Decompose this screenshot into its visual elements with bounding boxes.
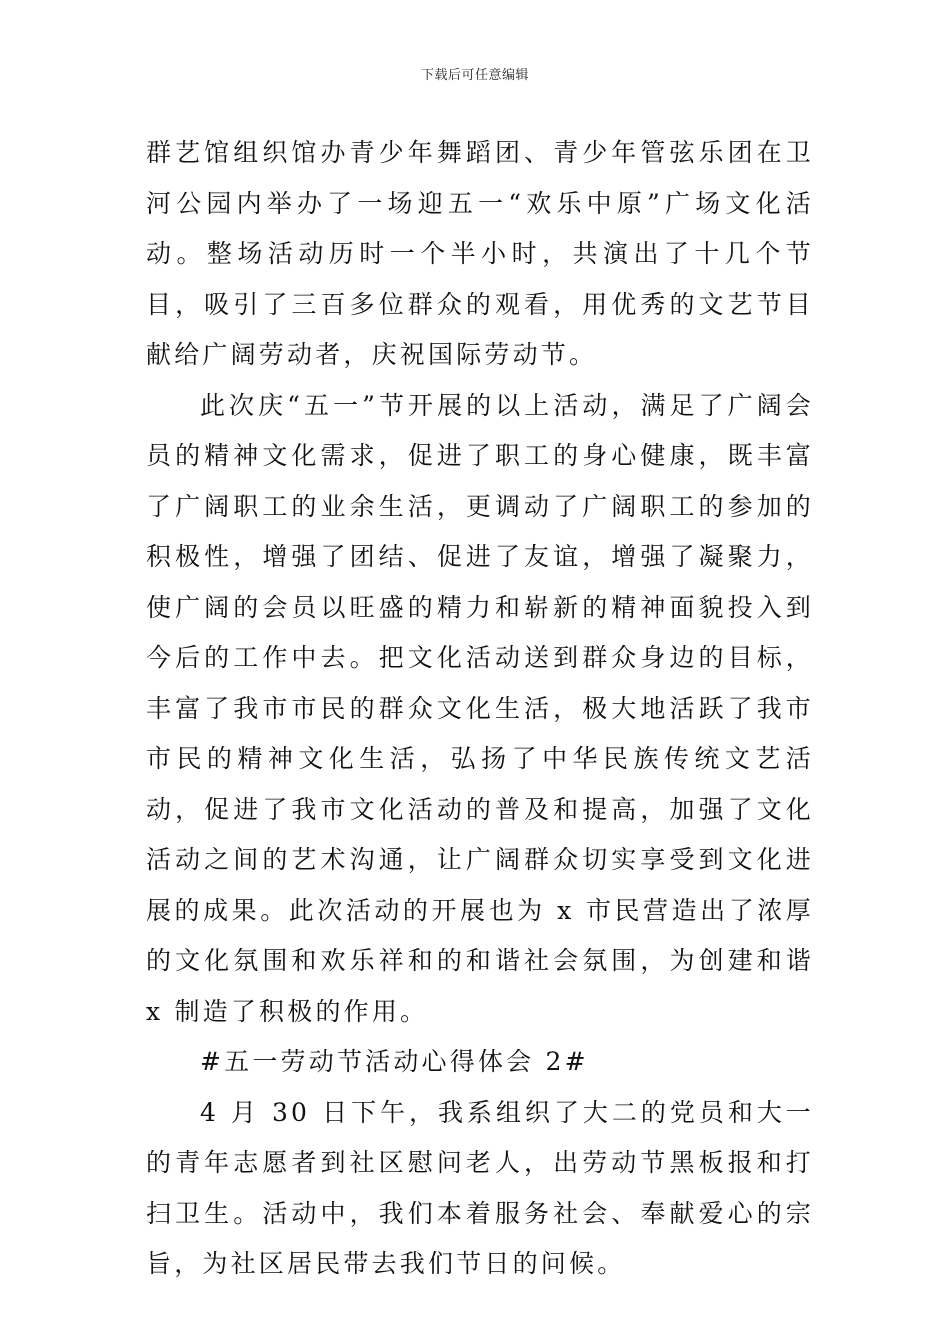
document-body	[146, 128, 814, 1290]
page-header-note: 下载后可任意编辑	[420, 68, 529, 83]
paragraph-event-summary: 群艺馆组织馆办青少年舞蹈团、青少年管弦乐团在卫河公园内举办了一场迎五一“欢乐中原”广场文化活动。整场活动历时一个半小时，共演出了十几个节目，吸引了三百多位群众的观看，用优秀的文艺节目献给广阔劳动者，庆祝国际劳动节。	[146, 138, 814, 369]
paragraph-activity-effects: 此次庆“五一”节开展的以上活动，满足了广阔会员的精神文化需求，促进了职工的身心健康，既丰富了广阔职工的业余生活，更调动了广阔职工的参加的积极性，增强了团结、促进了友谊，增强了凝聚力，使广阔的会员以旺盛的精力和崭新的精神面貌投入到今后的工作中去。把文化活动送到群众身边的目标，丰富了我市市民的群众文化生活，极大地活跃了我市市民的精神文化生活，弘扬了中华民族传统文艺活动，促进了我市文化活动的普及和提高，加强了文化活动之间的艺术沟通，让广阔群众切实享受到文化进展的成果。此次活动的开展也为 x 市民营造出了浓厚的文化氛围和欢乐祥和的和谐社会氛围，为创建和谐 x 制造了积极的作用。	[146, 390, 814, 1026]
paragraph-volunteer-visit: 4 月 30 日下午，我系组织了大二的党员和大一的青年志愿者到社区慰问老人，出劳动节黑板报和打扫卫生。活动中，我们本着服务社会、奉献爱心的宗旨，为社区居民带去我们节日的问候。	[146, 1097, 814, 1278]
section-heading: #五一劳动节活动心得体会 2#	[200, 1047, 589, 1076]
